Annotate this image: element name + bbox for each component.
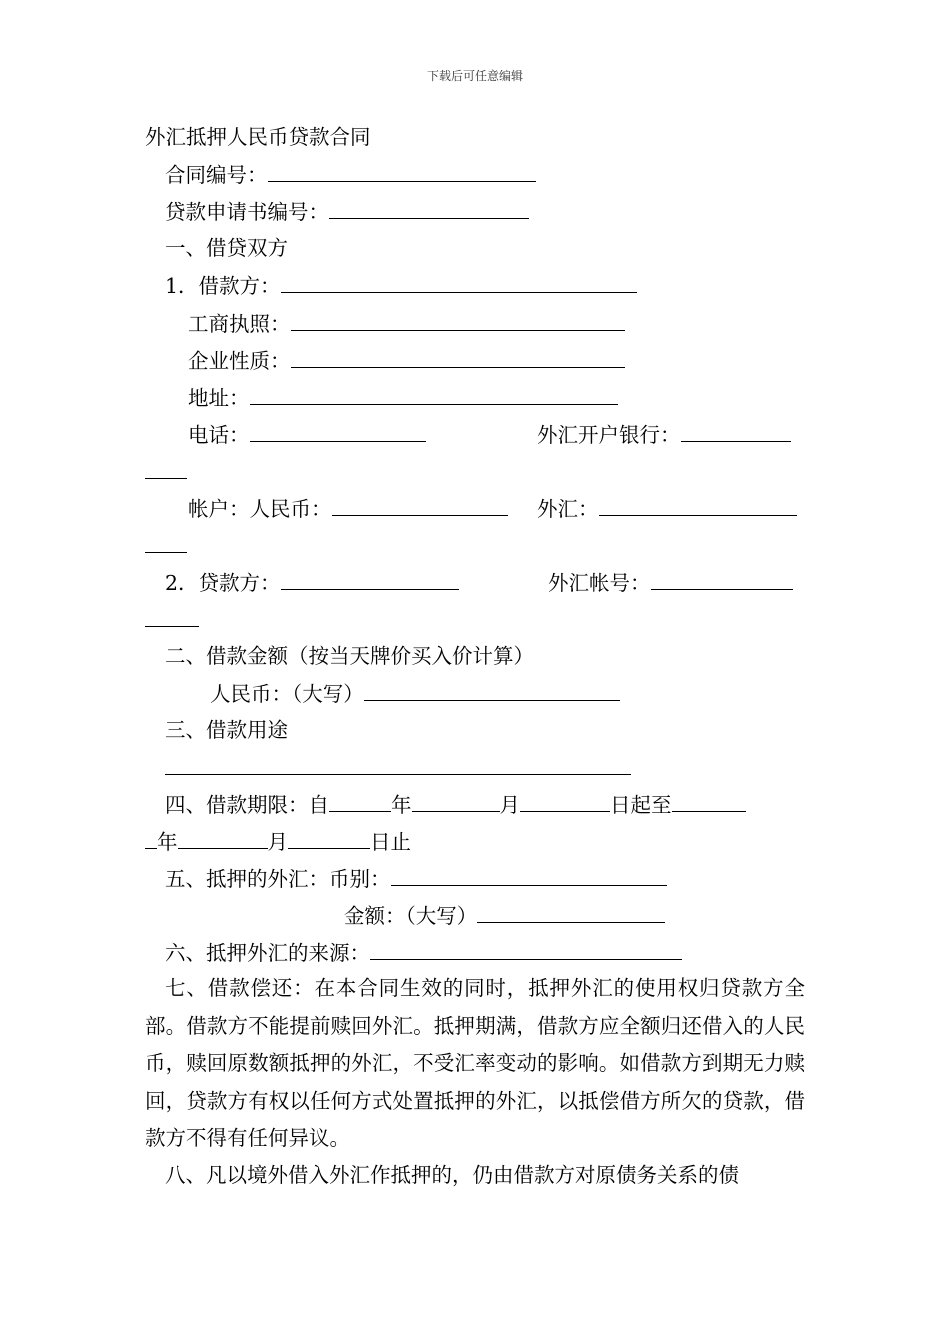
rmb-amount-line — [210, 680, 620, 706]
fx-bank-blank-continued — [145, 458, 187, 479]
term-month-label-2: 月 — [267, 830, 288, 854]
rmb-account-blank — [332, 495, 508, 516]
fx-bank-blank — [681, 421, 791, 442]
license-line — [188, 310, 625, 336]
term-year-label: 年 — [391, 793, 412, 817]
rmb-amount-blank — [364, 680, 620, 701]
lender-line — [165, 569, 459, 595]
fx-account-line — [537, 495, 797, 521]
fx-account-blank — [599, 495, 797, 516]
account-label: 帐户：人民币： — [188, 497, 332, 521]
section2-heading: 二、借款金额（按当天牌价买入价计算） — [165, 644, 534, 668]
collateral-source-blank — [370, 939, 682, 960]
term-to-month-blank — [178, 828, 268, 849]
term-year-label-2: 年 — [157, 830, 178, 854]
collateral-currency-line — [165, 865, 667, 891]
term-from-label: 日起至 — [610, 793, 672, 817]
nature-label: 企业性质： — [188, 349, 291, 373]
term-line-2 — [145, 828, 411, 854]
lender-fx-account-blank-continued — [145, 606, 199, 627]
nature-blank — [291, 347, 625, 368]
purpose-line — [165, 754, 631, 780]
address-line — [188, 384, 618, 410]
application-number-line — [165, 198, 529, 224]
address-label: 地址： — [188, 386, 250, 410]
purpose-blank — [165, 754, 631, 775]
collateral-amount-blank — [477, 902, 665, 923]
collateral-amount-line — [344, 902, 665, 928]
contract-number-blank — [268, 161, 536, 182]
section1-heading: 一、借贷双方 — [165, 236, 288, 260]
term-to-label: 日止 — [370, 830, 411, 854]
lender-fx-account-label: 外汇帐号： — [548, 571, 651, 595]
term-line — [165, 791, 746, 817]
fx-bank-line — [537, 421, 791, 447]
phone-line — [188, 421, 426, 447]
lender-blank — [281, 569, 459, 590]
phone-label: 电话： — [188, 423, 250, 447]
borrower-label: 1．借款方： — [165, 274, 281, 298]
collateral-currency-blank — [391, 865, 667, 886]
term-from-year-blank — [329, 791, 391, 812]
rmb-amount-label: 人民币：（大写） — [210, 682, 364, 706]
fx-label: 外汇： — [537, 497, 599, 521]
term-month-label: 月 — [499, 793, 520, 817]
term-to-day-blank — [288, 828, 370, 849]
collateral-source-label: 六、抵押外汇的来源： — [165, 941, 370, 965]
account-line — [188, 495, 508, 521]
nature-line — [188, 347, 625, 373]
fx-account-blank-continued — [145, 532, 187, 553]
address-blank — [250, 384, 618, 405]
collateral-source-line — [165, 939, 682, 965]
fx-account-blank-cont — [145, 532, 187, 558]
borrower-blank — [281, 272, 637, 293]
license-blank — [291, 310, 625, 331]
contract-number-label: 合同编号： — [165, 163, 268, 187]
term-from-month-blank — [412, 791, 500, 812]
term-to-year-blank-continued — [145, 828, 157, 849]
term-label: 四、借款期限：自 — [165, 793, 329, 817]
borrower-line — [165, 272, 637, 298]
section3-heading: 三、借款用途 — [165, 718, 288, 742]
application-number-label: 贷款申请书编号： — [165, 200, 329, 224]
collateral-amount-label: 金额：（大写） — [344, 904, 478, 928]
phone-blank — [250, 421, 426, 442]
term-from-day-blank — [520, 791, 610, 812]
lender-fx-blank-cont — [145, 606, 199, 632]
section7-paragraph: 七、借款偿还：在本合同生效的同时，抵押外汇的使用权归贷款方全部。借款方不能提前赎回外汇。抵押期满，借款方应全额归还借入的人民币，赎回原数额抵押的外汇，不受汇率变动的影响。如借款方到期无力赎回，贷款方有权以任何方式处置抵押的外汇，以抵偿借方所欠的贷款，借款方不得有任何异议。 — [145, 976, 805, 1150]
collateral-currency-label: 五、抵押的外汇：币别： — [165, 867, 391, 891]
fx-bank-blank-cont — [145, 458, 187, 484]
fx-bank-label: 外汇开户银行： — [537, 423, 681, 447]
header-note: 下载后可任意编辑 — [426, 69, 523, 83]
section8-paragraph: 八、凡以境外借入外汇作抵押的，仍由借款方对原债务关系的债 — [165, 1163, 739, 1187]
lender-label: 2．贷款方： — [165, 571, 281, 595]
term-to-year-blank — [672, 791, 746, 812]
license-label: 工商执照： — [188, 312, 291, 336]
lender-fx-account-blank — [651, 569, 793, 590]
lender-fx-account-line — [548, 569, 793, 595]
contract-number-line — [165, 161, 536, 187]
document-title: 外汇抵押人民币贷款合同 — [145, 125, 371, 149]
application-number-blank — [329, 198, 529, 219]
